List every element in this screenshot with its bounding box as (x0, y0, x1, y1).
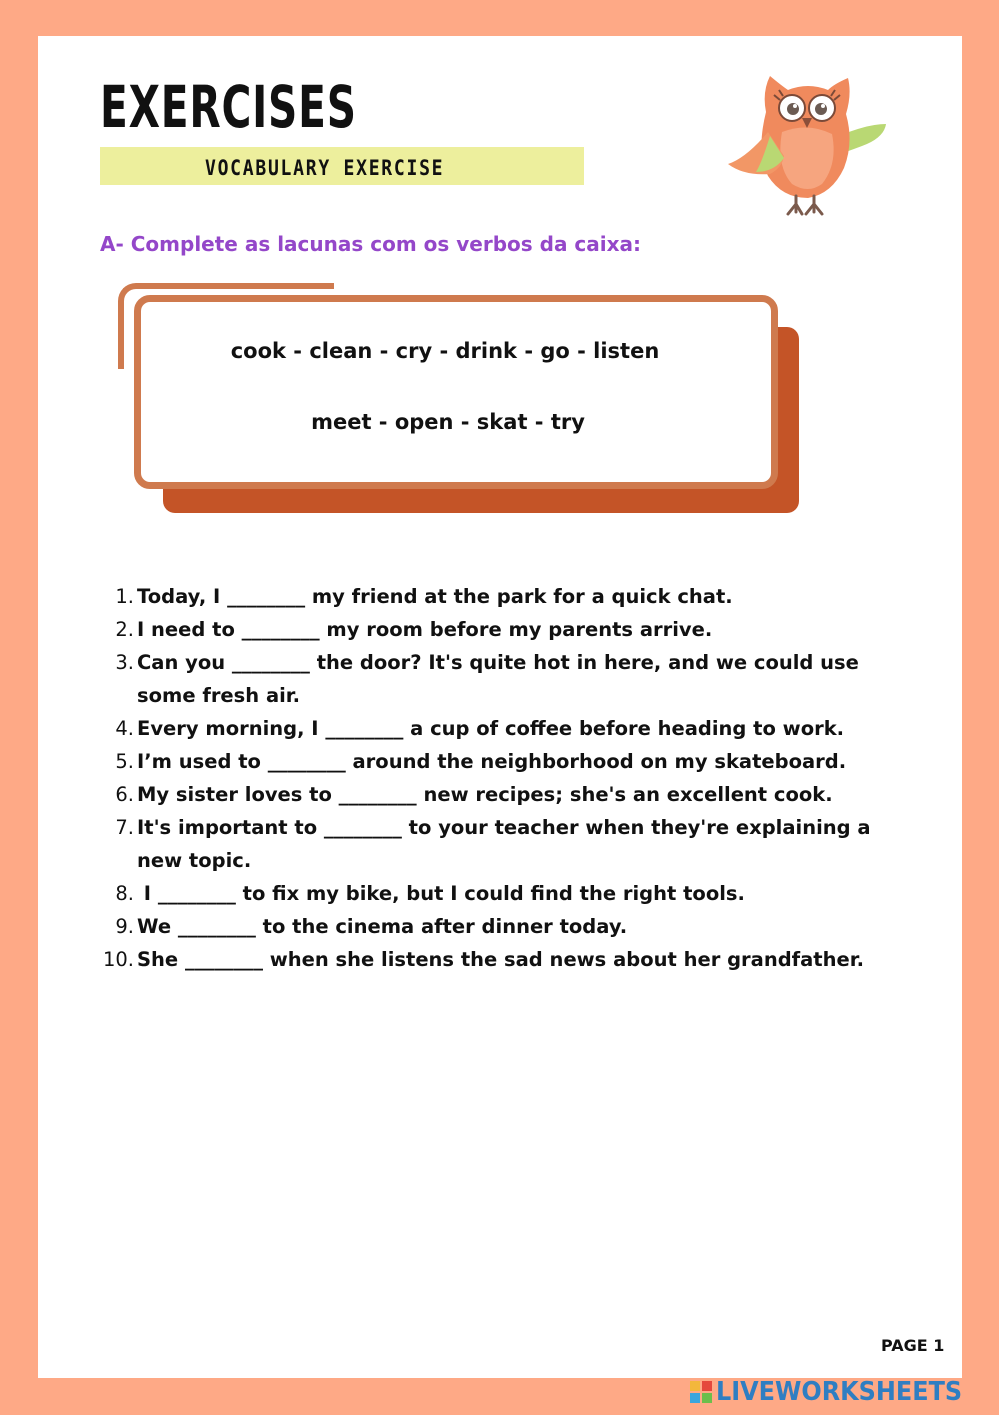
question-item (78, 646, 918, 712)
question-number: 1. (115, 585, 134, 608)
word-bank-line-2: meet - open - skat - try (311, 410, 585, 434)
question-item (78, 745, 918, 778)
page-number: PAGE 1 (881, 1336, 945, 1355)
liveworksheets-logo-icon (690, 1381, 712, 1403)
question-item (78, 712, 918, 745)
question-number: 6. (115, 783, 134, 806)
question-text: We ________ to the cinema after dinner today. (137, 915, 628, 938)
question-item (78, 877, 918, 910)
question-number: 3. (115, 651, 134, 674)
question-text: My sister loves to ________ new recipes; she's an excellent cook. (137, 783, 833, 806)
liveworksheets-logo[interactable] (690, 1375, 984, 1409)
question-item (78, 613, 918, 646)
question-text: Can you ________ the door? It's quite hot in here, and we could use some fresh air. (137, 651, 859, 707)
word-bank-line-1: cook - clean - cry - drink - go - listen (230, 339, 660, 363)
question-text: Every morning, I ________ a cup of coffee before heading to work. (137, 717, 845, 740)
question-number: 8. (115, 882, 134, 905)
question-text: It's important to ________ to your teacher when they're explaining a new topic. (137, 816, 871, 872)
question-number: 4. (115, 717, 134, 740)
question-text: I ________ to fix my bike, but I could find the right tools. (137, 882, 745, 905)
subtitle-banner (100, 147, 584, 185)
question-number: 7. (115, 816, 134, 839)
question-number: 2. (115, 618, 134, 641)
question-item (78, 811, 918, 877)
question-number: 5. (115, 750, 134, 773)
question-item (78, 778, 918, 811)
question-item (78, 910, 918, 943)
owl-illustration (726, 72, 890, 220)
page-title: EXERCISES (100, 73, 357, 141)
question-number: 10. (102, 948, 134, 971)
brand-name: LIVEWORKSHEETS (716, 1377, 963, 1407)
subtitle: VOCABULARY EXERCISE (205, 156, 445, 180)
question-text: I need to ________ my room before my parents arrive. (137, 618, 713, 641)
instruction-heading: A- Complete as lacunas com os verbos da caixa: (100, 232, 642, 256)
worksheet-page (38, 36, 962, 1378)
question-text: Today, I ________ my friend at the park for a quick chat. (137, 585, 733, 608)
question-item (78, 943, 918, 976)
question-text: She ________ when she listens the sad news about her grandfather. (137, 948, 864, 971)
question-item (78, 580, 918, 613)
question-number: 9. (115, 915, 134, 938)
question-list (78, 580, 918, 976)
word-box (134, 295, 778, 489)
question-text: I’m used to ________ around the neighborhood on my skateboard. (137, 750, 847, 773)
